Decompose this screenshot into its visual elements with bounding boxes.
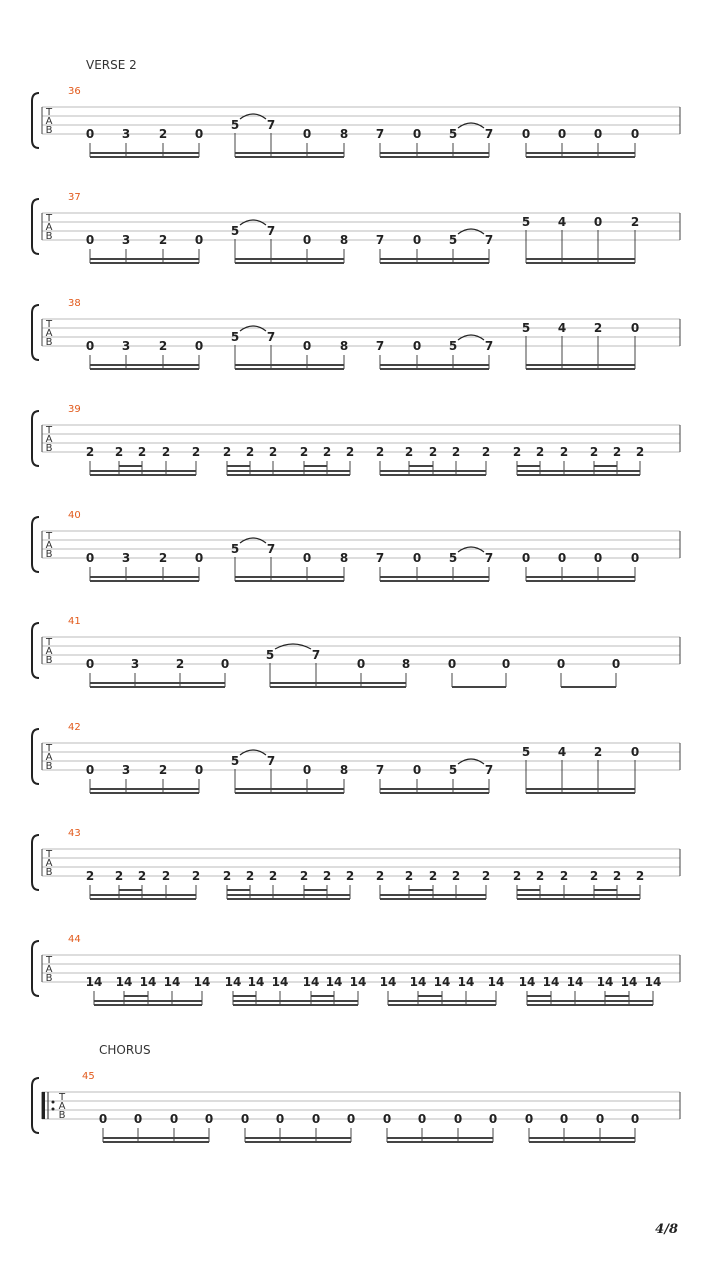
fret-number: 5 bbox=[230, 330, 240, 344]
fret-number: 2 bbox=[322, 869, 332, 883]
fret-number: 7 bbox=[484, 127, 494, 141]
fret-number: 2 bbox=[481, 869, 491, 883]
fret-number: 2 bbox=[535, 445, 545, 459]
fret-number: 0 bbox=[521, 127, 531, 141]
fret-number: 14 bbox=[379, 975, 397, 989]
fret-number: 7 bbox=[266, 754, 276, 768]
fret-number: 0 bbox=[417, 1112, 427, 1126]
fret-number: 0 bbox=[98, 1112, 108, 1126]
fret-number: 2 bbox=[158, 551, 168, 565]
fret-number: 8 bbox=[339, 127, 349, 141]
tab-system-45 bbox=[32, 1043, 680, 1142]
fret-number: 14 bbox=[247, 975, 265, 989]
tab-clef-letter: A bbox=[45, 540, 53, 551]
fret-number: 2 bbox=[268, 445, 278, 459]
fret-number: 0 bbox=[240, 1112, 250, 1126]
tab-clef-letter: T bbox=[45, 425, 53, 436]
tab-system-44 bbox=[32, 934, 680, 1005]
fret-number: 2 bbox=[158, 339, 168, 353]
fret-number: 2 bbox=[137, 869, 147, 883]
fret-number: 3 bbox=[130, 657, 140, 671]
tab-clef-letter: A bbox=[58, 1101, 66, 1112]
fret-number: 5 bbox=[265, 648, 275, 662]
fret-number: 2 bbox=[158, 233, 168, 247]
fret-number: 2 bbox=[161, 869, 171, 883]
tab-clef-letter: A bbox=[45, 752, 53, 763]
fret-number: 14 bbox=[302, 975, 320, 989]
fret-number: 8 bbox=[401, 657, 411, 671]
fret-number: 2 bbox=[428, 869, 438, 883]
measure-number: 43 bbox=[68, 828, 81, 839]
fret-number: 2 bbox=[345, 869, 355, 883]
fret-number: 0 bbox=[194, 127, 204, 141]
tab-clef-letter: B bbox=[45, 973, 53, 984]
fret-number: 0 bbox=[302, 763, 312, 777]
section-label: CHORUS bbox=[99, 1043, 151, 1057]
fret-number: 7 bbox=[375, 763, 385, 777]
fret-number: 2 bbox=[191, 445, 201, 459]
tab-clef-letter: T bbox=[45, 743, 53, 754]
fret-number: 2 bbox=[345, 445, 355, 459]
fret-number: 2 bbox=[481, 445, 491, 459]
fret-number: 0 bbox=[630, 745, 640, 759]
fret-number: 0 bbox=[557, 127, 567, 141]
tab-clef-letter: A bbox=[45, 434, 53, 445]
fret-number: 14 bbox=[487, 975, 505, 989]
tab-clef-letter: T bbox=[45, 849, 53, 860]
fret-number: 0 bbox=[630, 1112, 640, 1126]
fret-number: 7 bbox=[266, 330, 276, 344]
system-bracket bbox=[32, 941, 39, 996]
fret-number: 14 bbox=[271, 975, 289, 989]
fret-number: 14 bbox=[85, 975, 103, 989]
fret-number: 7 bbox=[266, 542, 276, 556]
fret-number: 5 bbox=[230, 754, 240, 768]
tab-clef-letter: T bbox=[45, 637, 53, 648]
fret-number: 3 bbox=[121, 339, 131, 353]
system-bracket bbox=[32, 199, 39, 254]
fret-number: 14 bbox=[224, 975, 242, 989]
measure-number: 36 bbox=[68, 86, 81, 97]
fret-number: 14 bbox=[542, 975, 560, 989]
fret-number: 5 bbox=[521, 215, 531, 229]
tab-clef-letter: T bbox=[45, 319, 53, 330]
fret-number: 14 bbox=[518, 975, 536, 989]
fret-number: 0 bbox=[311, 1112, 321, 1126]
fret-number: 14 bbox=[596, 975, 614, 989]
fret-number: 2 bbox=[158, 127, 168, 141]
fret-number: 0 bbox=[593, 215, 603, 229]
fret-number: 14 bbox=[566, 975, 584, 989]
fret-number: 7 bbox=[484, 339, 494, 353]
fret-number: 0 bbox=[85, 763, 95, 777]
fret-number: 2 bbox=[512, 445, 522, 459]
tab-clef-letter: T bbox=[45, 531, 53, 542]
measure-number: 40 bbox=[68, 510, 81, 521]
fret-number: 0 bbox=[593, 551, 603, 565]
fret-number: 8 bbox=[339, 551, 349, 565]
fret-number: 2 bbox=[375, 445, 385, 459]
tab-system-36 bbox=[32, 58, 680, 157]
fret-number: 14 bbox=[644, 975, 662, 989]
fret-number: 7 bbox=[375, 233, 385, 247]
fret-number: 5 bbox=[448, 763, 458, 777]
fret-number: 0 bbox=[556, 657, 566, 671]
fret-number: 14 bbox=[325, 975, 343, 989]
tab-system-41 bbox=[32, 616, 680, 687]
fret-number: 7 bbox=[484, 763, 494, 777]
fret-number: 2 bbox=[245, 869, 255, 883]
tab-clef-letter: T bbox=[45, 107, 53, 118]
fret-number: 0 bbox=[85, 551, 95, 565]
fret-number: 3 bbox=[121, 233, 131, 247]
fret-number: 0 bbox=[204, 1112, 214, 1126]
section-label: VERSE 2 bbox=[86, 58, 137, 72]
fret-number: 2 bbox=[635, 445, 645, 459]
fret-number: 0 bbox=[412, 127, 422, 141]
fret-number: 0 bbox=[302, 127, 312, 141]
fret-number: 0 bbox=[133, 1112, 143, 1126]
fret-number: 0 bbox=[382, 1112, 392, 1126]
measure-number: 37 bbox=[68, 192, 81, 203]
fret-number: 8 bbox=[339, 763, 349, 777]
tab-clef-letter: A bbox=[45, 116, 53, 127]
system-bracket bbox=[32, 1078, 39, 1133]
tab-clef-letter: B bbox=[45, 655, 53, 666]
fret-number: 5 bbox=[521, 745, 531, 759]
system-bracket bbox=[32, 305, 39, 360]
tab-clef-letter: B bbox=[45, 231, 53, 242]
fret-number: 2 bbox=[559, 445, 569, 459]
fret-number: 7 bbox=[375, 127, 385, 141]
fret-number: 2 bbox=[114, 445, 124, 459]
fret-number: 14 bbox=[193, 975, 211, 989]
tab-system-38 bbox=[32, 298, 680, 369]
fret-number: 0 bbox=[412, 551, 422, 565]
fret-number: 8 bbox=[339, 233, 349, 247]
fret-number: 0 bbox=[447, 657, 457, 671]
fret-number: 0 bbox=[488, 1112, 498, 1126]
fret-number: 0 bbox=[630, 551, 640, 565]
fret-number: 8 bbox=[339, 339, 349, 353]
fret-number: 2 bbox=[630, 215, 640, 229]
fret-number: 7 bbox=[375, 551, 385, 565]
fret-number: 14 bbox=[115, 975, 133, 989]
fret-number: 0 bbox=[194, 551, 204, 565]
fret-number: 0 bbox=[302, 339, 312, 353]
fret-number: 7 bbox=[484, 551, 494, 565]
fret-number: 5 bbox=[230, 118, 240, 132]
fret-number: 0 bbox=[85, 233, 95, 247]
fret-number: 0 bbox=[220, 657, 230, 671]
fret-number: 2 bbox=[175, 657, 185, 671]
fret-number: 2 bbox=[222, 445, 232, 459]
fret-number: 0 bbox=[169, 1112, 179, 1126]
fret-number: 4 bbox=[557, 745, 567, 759]
fret-number: 2 bbox=[404, 445, 414, 459]
fret-number: 7 bbox=[311, 648, 321, 662]
tab-clef-letter: A bbox=[45, 858, 53, 869]
repeat-dot bbox=[52, 1108, 55, 1111]
fret-number: 2 bbox=[559, 869, 569, 883]
system-bracket bbox=[32, 623, 39, 678]
fret-number: 0 bbox=[412, 339, 422, 353]
fret-number: 0 bbox=[557, 551, 567, 565]
fret-number: 2 bbox=[85, 445, 95, 459]
measure-number: 45 bbox=[82, 1071, 95, 1082]
fret-number: 0 bbox=[194, 763, 204, 777]
fret-number: 0 bbox=[453, 1112, 463, 1126]
fret-number: 0 bbox=[412, 763, 422, 777]
fret-number: 5 bbox=[448, 233, 458, 247]
fret-number: 2 bbox=[114, 869, 124, 883]
measure-number: 39 bbox=[68, 404, 81, 415]
fret-number: 0 bbox=[595, 1112, 605, 1126]
fret-number: 2 bbox=[245, 445, 255, 459]
page-number: 4/8 bbox=[655, 1222, 678, 1237]
fret-number: 7 bbox=[375, 339, 385, 353]
repeat-thick-bar bbox=[42, 1092, 45, 1119]
fret-number: 2 bbox=[137, 445, 147, 459]
tab-clef-letter: B bbox=[45, 337, 53, 348]
fret-number: 5 bbox=[448, 339, 458, 353]
fret-number: 0 bbox=[194, 233, 204, 247]
system-bracket bbox=[32, 517, 39, 572]
fret-number: 5 bbox=[448, 551, 458, 565]
fret-number: 3 bbox=[121, 127, 131, 141]
tab-clef-letter: B bbox=[45, 125, 53, 136]
measure-number: 42 bbox=[68, 722, 81, 733]
fret-number: 0 bbox=[521, 551, 531, 565]
measure-number: 41 bbox=[68, 616, 81, 627]
fret-number: 2 bbox=[375, 869, 385, 883]
fret-number: 0 bbox=[356, 657, 366, 671]
tab-system-42 bbox=[32, 722, 680, 793]
fret-number: 2 bbox=[593, 745, 603, 759]
fret-number: 0 bbox=[593, 127, 603, 141]
tab-system-43 bbox=[32, 828, 680, 899]
fret-number: 7 bbox=[266, 118, 276, 132]
fret-number: 2 bbox=[428, 445, 438, 459]
fret-number: 0 bbox=[85, 657, 95, 671]
fret-number: 2 bbox=[612, 445, 622, 459]
fret-number: 7 bbox=[484, 233, 494, 247]
system-bracket bbox=[32, 93, 39, 148]
tab-system-39 bbox=[32, 404, 680, 475]
fret-number: 0 bbox=[412, 233, 422, 247]
fret-number: 2 bbox=[158, 763, 168, 777]
fret-number: 2 bbox=[589, 445, 599, 459]
fret-number: 2 bbox=[635, 869, 645, 883]
fret-number: 2 bbox=[451, 445, 461, 459]
fret-number: 2 bbox=[299, 869, 309, 883]
fret-number: 3 bbox=[121, 551, 131, 565]
tab-clef-letter: T bbox=[45, 213, 53, 224]
tab-clef-letter: B bbox=[45, 549, 53, 560]
fret-number: 14 bbox=[433, 975, 451, 989]
fret-number: 0 bbox=[630, 321, 640, 335]
tab-system-40 bbox=[32, 510, 680, 581]
measure-number: 44 bbox=[68, 934, 81, 945]
fret-number: 2 bbox=[161, 445, 171, 459]
fret-number: 2 bbox=[512, 869, 522, 883]
fret-number: 4 bbox=[557, 215, 567, 229]
tab-clef-letter: B bbox=[58, 1110, 66, 1121]
fret-number: 0 bbox=[524, 1112, 534, 1126]
fret-number: 0 bbox=[275, 1112, 285, 1126]
fret-number: 2 bbox=[404, 869, 414, 883]
tab-clef-letter: B bbox=[45, 443, 53, 454]
fret-number: 2 bbox=[322, 445, 332, 459]
fret-number: 5 bbox=[448, 127, 458, 141]
system-bracket bbox=[32, 411, 39, 466]
system-bracket bbox=[32, 729, 39, 784]
measure-number: 38 bbox=[68, 298, 81, 309]
fret-number: 14 bbox=[163, 975, 181, 989]
fret-number: 2 bbox=[589, 869, 599, 883]
fret-number: 0 bbox=[85, 339, 95, 353]
fret-number: 14 bbox=[139, 975, 157, 989]
fret-number: 2 bbox=[451, 869, 461, 883]
fret-number: 7 bbox=[266, 224, 276, 238]
fret-number: 0 bbox=[302, 551, 312, 565]
tab-clef-letter: B bbox=[45, 761, 53, 772]
fret-number: 0 bbox=[501, 657, 511, 671]
fret-number: 2 bbox=[299, 445, 309, 459]
fret-number: 0 bbox=[346, 1112, 356, 1126]
fret-number: 4 bbox=[557, 321, 567, 335]
fret-number: 0 bbox=[194, 339, 204, 353]
tab-clef-letter: B bbox=[45, 867, 53, 878]
fret-number: 2 bbox=[593, 321, 603, 335]
fret-number: 2 bbox=[268, 869, 278, 883]
repeat-dot bbox=[52, 1101, 55, 1104]
fret-number: 5 bbox=[230, 224, 240, 238]
fret-number: 2 bbox=[612, 869, 622, 883]
fret-number: 14 bbox=[457, 975, 475, 989]
fret-number: 0 bbox=[559, 1112, 569, 1126]
tab-system-37 bbox=[32, 192, 680, 263]
system-bracket bbox=[32, 835, 39, 890]
fret-number: 14 bbox=[620, 975, 638, 989]
tab-clef-letter: A bbox=[45, 964, 53, 975]
fret-number: 3 bbox=[121, 763, 131, 777]
fret-number: 2 bbox=[535, 869, 545, 883]
fret-number: 2 bbox=[191, 869, 201, 883]
tab-clef-letter: A bbox=[45, 328, 53, 339]
fret-number: 5 bbox=[230, 542, 240, 556]
fret-number: 2 bbox=[85, 869, 95, 883]
fret-number: 0 bbox=[85, 127, 95, 141]
fret-number: 0 bbox=[630, 127, 640, 141]
fret-number: 2 bbox=[222, 869, 232, 883]
fret-number: 0 bbox=[302, 233, 312, 247]
tab-clef-letter: A bbox=[45, 646, 53, 657]
fret-number: 14 bbox=[349, 975, 367, 989]
tab-clef-letter: T bbox=[45, 955, 53, 966]
tab-clef-letter: A bbox=[45, 222, 53, 233]
fret-number: 0 bbox=[611, 657, 621, 671]
fret-number: 14 bbox=[409, 975, 427, 989]
fret-number: 5 bbox=[521, 321, 531, 335]
tab-clef-letter: T bbox=[58, 1092, 66, 1103]
